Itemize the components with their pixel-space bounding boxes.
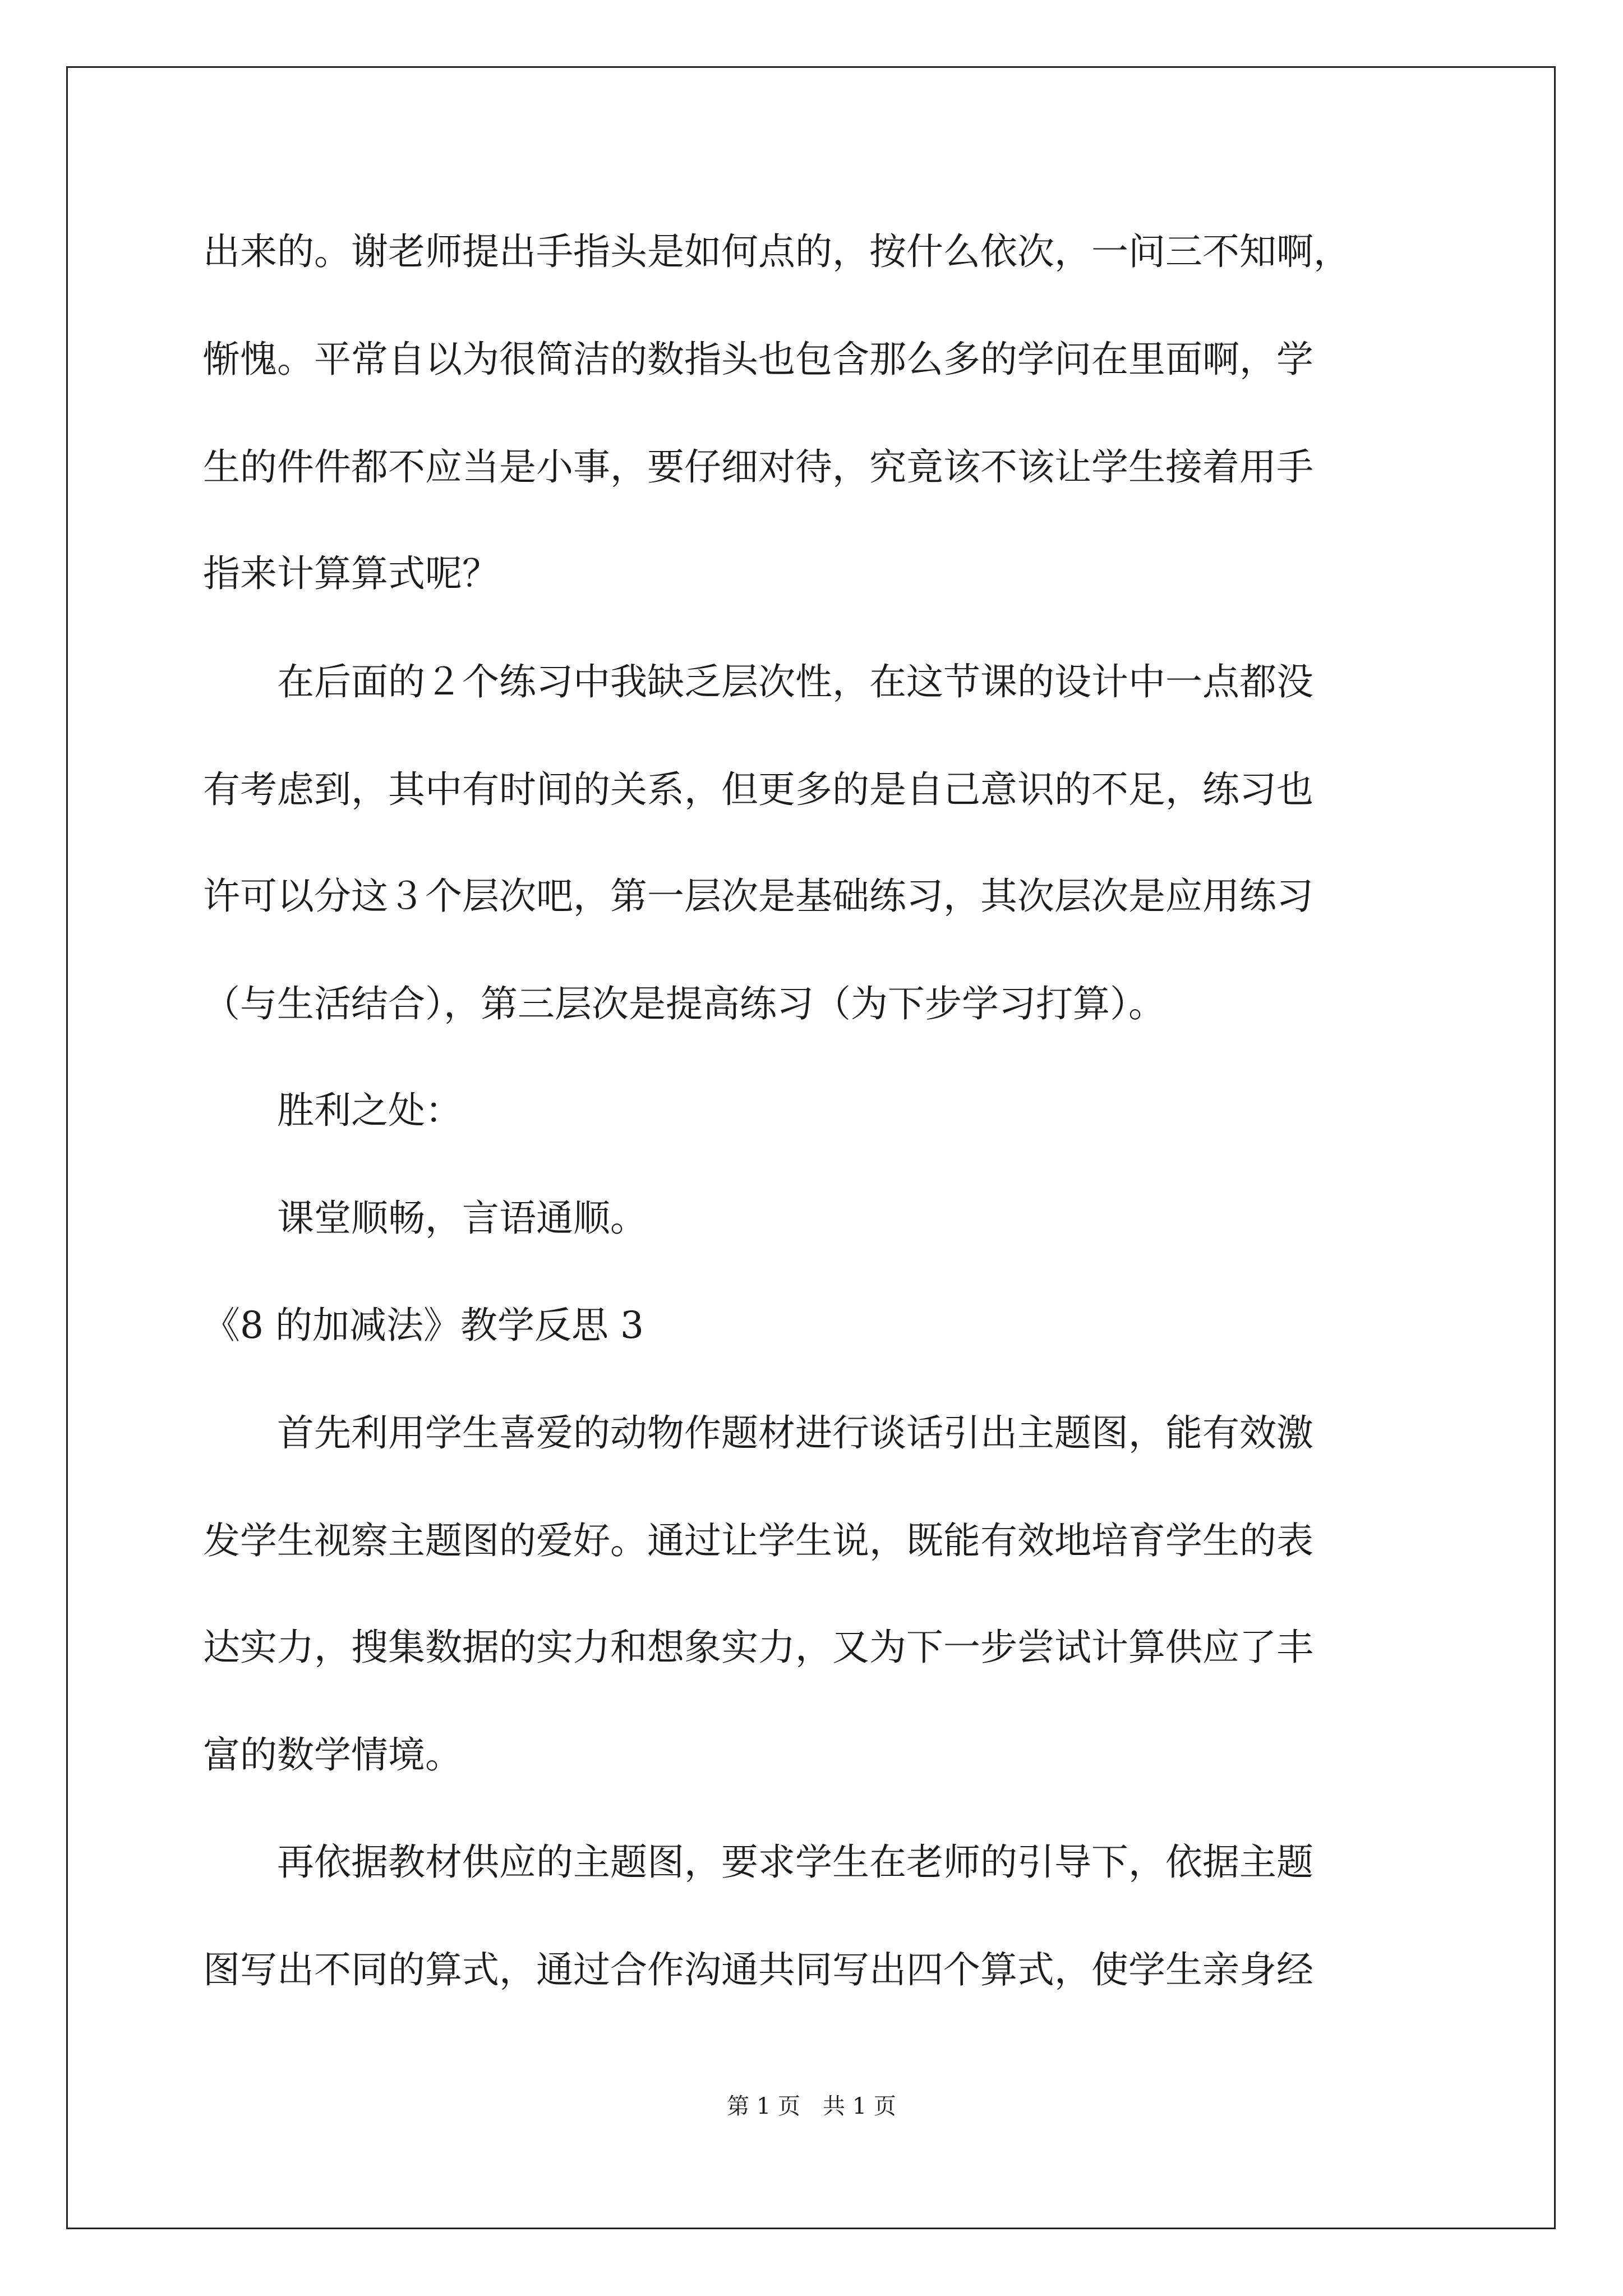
text-line: 生的件件都不应当是小事，要仔细对待，究竟该不该让学生接着用手 xyxy=(203,445,1313,489)
text-line: 图写出不同的算式，通过合作沟通共同写出四个算式，使学生亲身经 xyxy=(203,1948,1313,1991)
text-line: 有考虑到，其中有时间的关系，但更多的是自己意识的不足，练习也 xyxy=(203,768,1313,811)
text-line: 许可以分这３个层次吧，第一层次是基础练习，其次层次是应用练习 xyxy=(203,875,1313,918)
paragraph-line: 课堂顺畅，言语通顺。 xyxy=(203,1197,647,1240)
text-line: 出来的。谢老师提出手指头是如何点的，按什么依次，一问三不知啊， xyxy=(203,230,1350,273)
text-line: 达实力，搜集数据的实力和想象实力，又为下一步尝试计算供应了丰 xyxy=(203,1626,1313,1669)
paragraph-line: 在后面的２个练习中我缺乏层次性，在这节课的设计中一点都没 xyxy=(203,660,1313,703)
paragraph-line: 再依据教材供应的主题图，要求学生在老师的引导下，依据主题 xyxy=(203,1841,1313,1884)
text-line: 惭愧。平常自以为很简洁的数指头也包含那么多的学问在里面啊，学 xyxy=(203,338,1313,381)
section-heading: 《8 的加减法》教学反思 3 xyxy=(203,1304,644,1347)
paragraph-line: 胜利之处： xyxy=(203,1089,462,1132)
paragraph-line: 首先利用学生喜爱的动物作题材进行谈话引出主题图，能有效激 xyxy=(203,1411,1313,1455)
text-line: 富的数学情境。 xyxy=(203,1733,462,1777)
text-line: 发学生视察主题图的爱好。通过让学生说，既能有效地培育学生的表 xyxy=(203,1519,1313,1562)
text-line: （与生活结合），第三层次是提高练习（为下步学习打算）。 xyxy=(203,982,1165,1025)
text-line: 指来计算算式呢？ xyxy=(203,552,499,595)
page-border xyxy=(66,66,1556,2229)
page-number: 第 1 页 共 1 页 xyxy=(727,2093,896,2119)
